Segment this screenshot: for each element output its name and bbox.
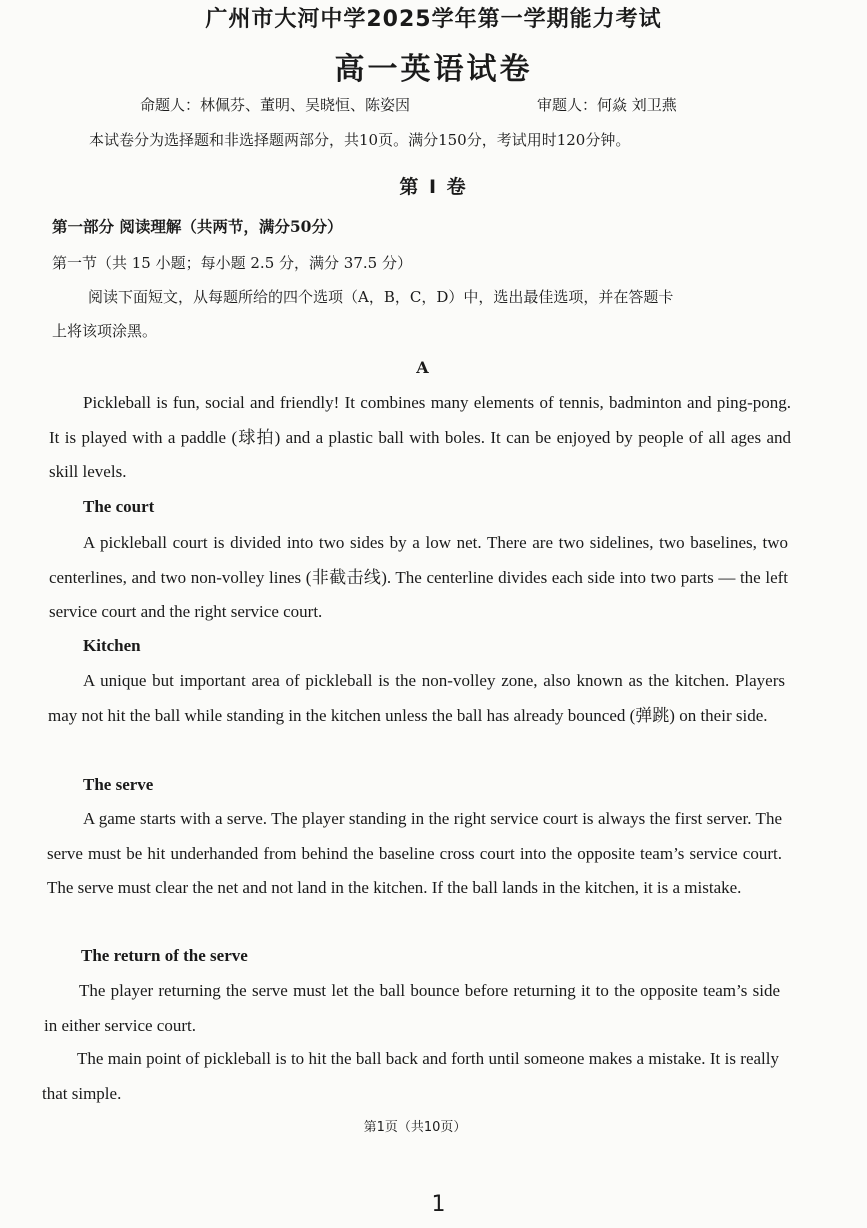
return-paragraph: The player returning the serve must let the ball bounce before returning it to the opposite team’s side in either service court. bbox=[44, 981, 780, 1035]
exam-description: 本试卷分为选择题和非选择题两部分，共10页。满分150分，考试用时120分钟。 bbox=[89, 131, 631, 149]
return-heading: The return of the serve bbox=[81, 946, 248, 965]
court-paragraph: A pickleball court is divided into two sides by a low net. There are two sidelines, two baselines, two centerlines, and two non-volley lines (非截击线). The centerline divides each side into two parts — the left service court and the right service court. bbox=[49, 533, 788, 621]
question-authors: 命题人：林佩芬、董明、吴晓恒、陈姿因 bbox=[140, 96, 411, 114]
court-heading: The court bbox=[83, 497, 155, 516]
instructions-line-2: 上将该项涂黑。 bbox=[52, 322, 158, 340]
serve-paragraph: A game starts with a serve. The player standing in the right service court is always the first server. The serve must be hit underhanded from behind the baseline cross court into the opposite team’s service court. The serve must clear the net and not land in the kitchen. If the ball lands in the kitchen, it is a mistake. bbox=[47, 809, 782, 897]
kitchen-paragraph: A unique but important area of pickleball is the non-volley zone, also known as the kitchen. Players may not hit the ball while standing in the kitchen unless the ball has already bounced (弹跳) on their side. bbox=[48, 671, 785, 725]
question-reviewers: 审题人：何焱 刘卫燕 bbox=[537, 96, 677, 114]
page-number: 1 bbox=[431, 1192, 446, 1217]
section-title: 第一节（共 15 小题；每小题 2.5 分，满分 37.5 分） bbox=[52, 254, 412, 272]
passage-label: A bbox=[416, 358, 429, 377]
conclusion-paragraph: The main point of pickleball is to hit the ball back and forth until someone makes a mistake. It is really that simple. bbox=[42, 1049, 779, 1103]
instructions-line-1: 阅读下面短文，从每题所给的四个选项（A，B，C，D）中，选出最佳选项，并在答题卡 bbox=[88, 288, 674, 306]
volume-title: 第 Ⅰ 卷 bbox=[399, 176, 468, 198]
part-title: 第一部分 阅读理解（共两节，满分50分） bbox=[52, 217, 343, 236]
subject-title: 高一英语试卷 bbox=[334, 52, 533, 87]
page-footer: 第1页（共10页） bbox=[363, 1120, 467, 1135]
exam-title: 广州市大河中学2025学年第一学期能力考试 bbox=[205, 7, 662, 32]
serve-heading: The serve bbox=[83, 775, 154, 794]
kitchen-heading: Kitchen bbox=[83, 636, 141, 655]
passage-intro-paragraph: Pickleball is fun, social and friendly! It combines many elements of tennis, badminton and ping-pong. It is played with a paddle (球拍) and a plastic ball with boles. It can be enjoyed by people of all ages and skill levels. bbox=[49, 393, 791, 481]
